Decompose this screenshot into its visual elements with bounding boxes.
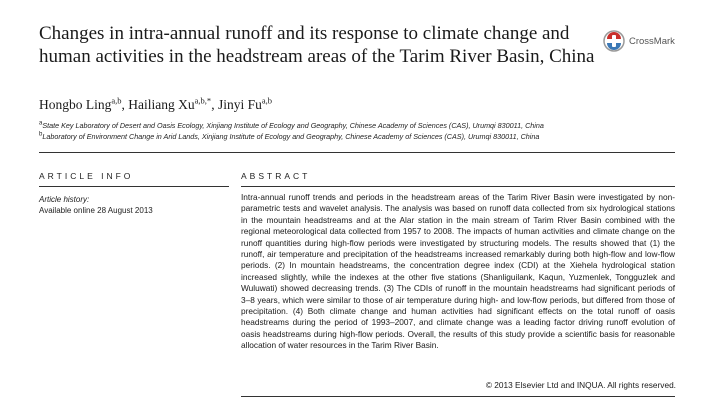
copyright-notice: © 2013 Elsevier Ltd and INQUA. All rights reserved. bbox=[485, 380, 676, 390]
history-label: Article history: bbox=[39, 195, 90, 204]
author-name[interactable]: Hailiang Xu bbox=[128, 97, 195, 112]
affiliation-text: Laboratory of Environment Change in Arid Lands, Xinjiang Institute of Ecology and Geography, Chinese Academy of Sciences (CAS), Urumqi 830011, China bbox=[42, 132, 540, 141]
abstract-body: Intra-annual runoff trends and periods in the headstream areas of the Tarim River Basin were investigated by non-parametric tests and wavelet analysis. The analysis was based on runoff data collected from six hydrological stations in the mountain headstreams and at the Alar station in the main stream of Tarim River Basin combined with the regional meteorological data collected from 1957 to 2008. The impacts of human activities and climate change on the runoff quantities during high-flow periods were investigated by structuring models. The results showed that (1) the runoff, air temperature and precipitation of the headstreams increased remarkably during both high-flow and low-flow periods. (2) In mountain headstreams, the concentration degree index (CDI) at the Xiehela hydrological station increased slightly, while the indexes at the other five stations (Shanliguilank, Kaqun, Yuzmenlek, Tongguzlek and Wuluwati) showed decreasing trends. (3) The CDIs of runoff in the mountain headstreams had significant periods of 3–8 years, which were similar to those of air temperature during high- and low-flow periods, but differed from those of precipitation. (4) Both climate change and human activities had significant effects on the total runoff of oasis headstreams during the period of 1993–2007, and climate change was a leading factor driving runoff evolution of oasis headstreams during high-flow periods. Overall, the results of this study provide a scientific basis for reasonable allocation of water resources in the Tarim River Basin. bbox=[241, 192, 675, 351]
author-affiliation-marker: a,b bbox=[261, 95, 272, 106]
crossmark-icon bbox=[603, 30, 625, 52]
affiliation-list bbox=[39, 120, 544, 142]
article-title: Changes in intra-annual runoff and its response to climate change and human activities in the headstream areas of the Tarim River Basin, China bbox=[39, 23, 595, 67]
author-affiliation-marker: a,b,* bbox=[194, 95, 212, 106]
author-separator: , bbox=[211, 97, 218, 112]
affiliation-marker: a bbox=[39, 120, 43, 127]
author-separator: , bbox=[121, 97, 129, 112]
affiliation-item bbox=[39, 120, 544, 131]
article-info-heading: ARTICLE INFO bbox=[39, 171, 134, 181]
affiliation-marker: b bbox=[39, 131, 43, 138]
crossmark-label: CrossMark bbox=[629, 35, 675, 47]
abstract-heading: ABSTRACT bbox=[241, 171, 311, 181]
article-history bbox=[39, 194, 229, 216]
affiliation-item bbox=[39, 131, 544, 142]
author-list bbox=[39, 97, 272, 113]
footer-divider bbox=[241, 396, 675, 397]
article-info-divider bbox=[39, 186, 229, 187]
author-affiliation-marker: a,b bbox=[111, 95, 122, 106]
abstract-divider bbox=[241, 186, 675, 187]
history-value: Available online 28 August 2013 bbox=[39, 206, 153, 215]
author-name[interactable]: Jinyi Fu bbox=[217, 97, 262, 112]
crossmark-badge[interactable] bbox=[603, 30, 675, 52]
header-divider bbox=[39, 152, 675, 153]
affiliation-text: State Key Laboratory of Desert and Oasis Ecology, Xinjiang Institute of Ecology and Geography, Chinese Academy of Sciences (CAS), Urumqi 830011, China bbox=[42, 121, 544, 130]
author-name[interactable]: Hongbo Ling bbox=[39, 97, 112, 112]
